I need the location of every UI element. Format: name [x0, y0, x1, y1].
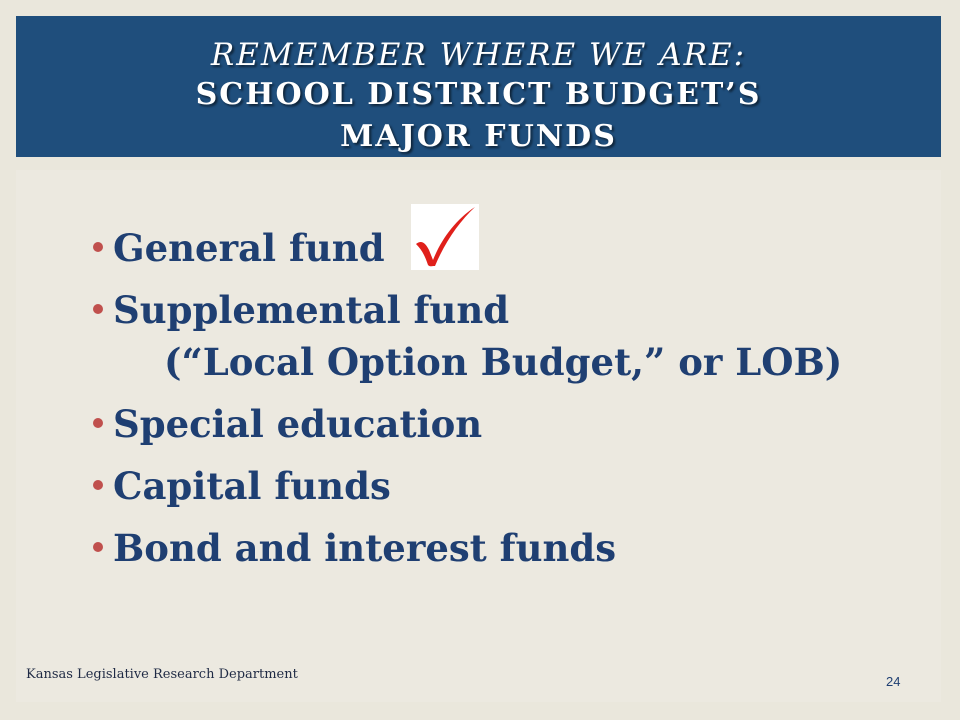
slide-title-line-3: MAJOR FUNDS	[340, 119, 617, 154]
list-item-bond-interest-funds	[93, 522, 842, 574]
bullet-dot-icon	[93, 542, 103, 552]
slide-title-line-1: REMEMBER WHERE WE ARE:	[210, 37, 747, 73]
bullet-dot-icon	[93, 418, 103, 428]
list-item-sublabel: (“Local Option Budget,” or LOB)	[164, 340, 843, 384]
list-item-label: Capital funds	[113, 464, 391, 508]
page-number: 24	[886, 674, 901, 689]
list-item-special-education	[93, 398, 842, 450]
list-item-general-fund	[93, 222, 842, 274]
bullet-dot-icon	[93, 304, 103, 314]
fund-list	[93, 222, 842, 584]
list-item-label: Special education	[113, 402, 483, 446]
bullet-dot-icon	[93, 480, 103, 490]
slide-title-banner	[16, 16, 941, 157]
checkmark-icon	[411, 204, 479, 270]
slide-title-line-2: SCHOOL DISTRICT BUDGET’S	[195, 77, 762, 112]
list-item-supplemental-fund	[93, 284, 842, 388]
bullet-dot-icon	[93, 242, 103, 252]
list-item-capital-funds	[93, 460, 842, 512]
list-item-label: Supplemental fund	[113, 288, 510, 332]
list-item-label: General fund	[113, 226, 385, 270]
list-item-label: Bond and interest funds	[113, 526, 617, 570]
footer-organization: Kansas Legislative Research Department	[26, 667, 298, 682]
